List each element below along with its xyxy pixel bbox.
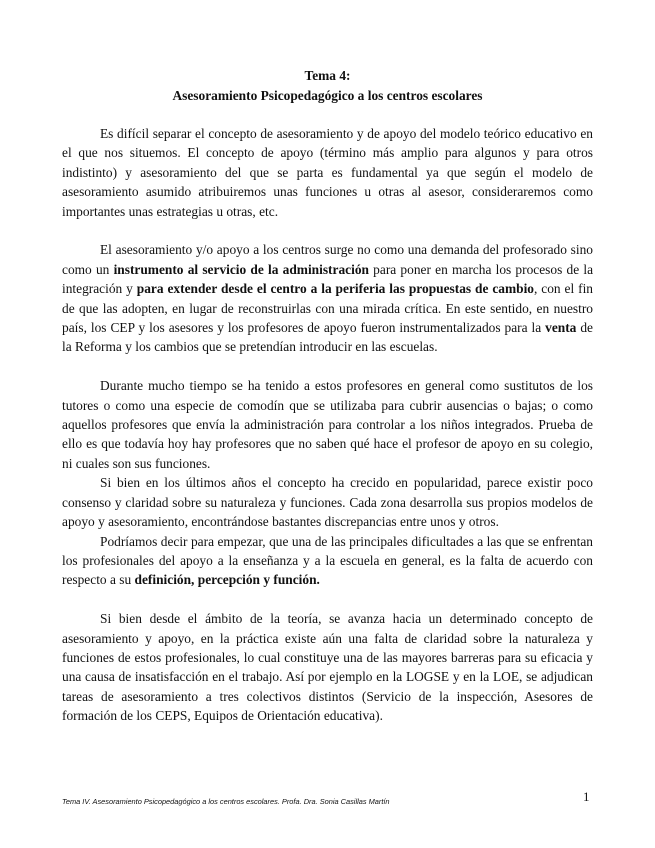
paragraph-gap (62, 357, 593, 376)
paragraph-3: Durante mucho tiempo se ha tenido a estos profesores en general como sustitutos de los tutores o como una especie de comodín que se utilizaba para cubrir ausencias o bajas; o como aquellos profesores que envía la administración para controlar a los niños integrados. Prueba de ello es que todavía hoy hay profesores que no saben qué hace el profesor de apoyo en su colegio, ni cuales son sus funciones. (62, 378, 593, 471)
title-block (62, 66, 593, 106)
text-run: El asesoramiento y/o apoyo a los centros surge no como una demanda del profesorado sino como un (62, 242, 593, 277)
text-run: , con el fin de que las adopten, en lugar de reconstruirlas con una mirada crítica. En este sentido, en nuestro país, los CEP y los asesores y los profesores de apoyo fueron instrumentalizados para la (62, 281, 593, 336)
page-number: 1 (583, 789, 590, 804)
text-run: de la Reforma y los cambios que se pretendían introducir en las escuelas. (62, 320, 593, 355)
document-body (62, 124, 593, 726)
paragraph-gap (62, 590, 593, 609)
document-title: Tema 4: (304, 68, 351, 83)
bold-text-run: definición, percepción y función. (134, 572, 320, 588)
bold-text-run: venta (545, 320, 577, 336)
paragraph-6: Si bien desde el ámbito de la teoría, se avanza hacia un determinado concepto de asesoramiento y apoyo, en la práctica existe aún una falta de claridad sobre la naturaleza y funciones de estos profesionales, lo cual constituye una de las mayores barreras para su eficacia y una causa de insatisfacción en el trabajo. Así por ejemplo en la LOGSE y en la LOE, se adjudican tareas de asesoramiento a tres colectivos distintos (Servicio de la inspección, Asesores de formación de los CEPS, Equipos de Orientación educativa). (62, 611, 593, 724)
page-footer: Tema IV. Asesoramiento Psicopedagógico a los centros escolares. Profa. Dra. Sonia Casillas Martín (62, 797, 390, 806)
paragraph-5 (62, 532, 593, 590)
document-subtitle: Asesoramiento Psicopedagógico a los centros escolares (172, 88, 483, 103)
text-run: Podríamos decir para empezar, que una de las principales dificultades a las que se enfrentan los profesionales del apoyo a la enseñanza y a la escuela en general, es la falta de acuerdo con respecto a su (62, 533, 593, 588)
text-run: para poner en marcha los procesos de la integración y (62, 261, 594, 297)
bold-text-run: para extender desde el centro a la periferia las propuestas de cambio (136, 281, 534, 297)
paragraph-2 (62, 240, 593, 356)
paragraph-gap (62, 221, 593, 240)
bold-text-run: instrumento al servicio de la administración (113, 261, 369, 277)
paragraph-4: Si bien en los últimos años el concepto ha crecido en popularidad, parece existir poco consenso y claridad sobre su naturaleza y funciones. Cada zona desarrolla sus propios modelos de apoyo y asesoramiento, encontrándose bastantes discrepancias entre unos y otros. (62, 475, 593, 530)
paragraph-1: Es difícil separar el concepto de asesoramiento y de apoyo del modelo teórico educativo en el que nos situemos. El concepto de apoyo (término más amplio para algunos y para otros indistinto) y asesoramiento del que se parta es fundamental ya que según el modelo de asesoramiento asumido atribuiremos unas funciones u otras al asesor, consideraremos como importantes unas estrategias u otras, etc. (62, 126, 593, 219)
